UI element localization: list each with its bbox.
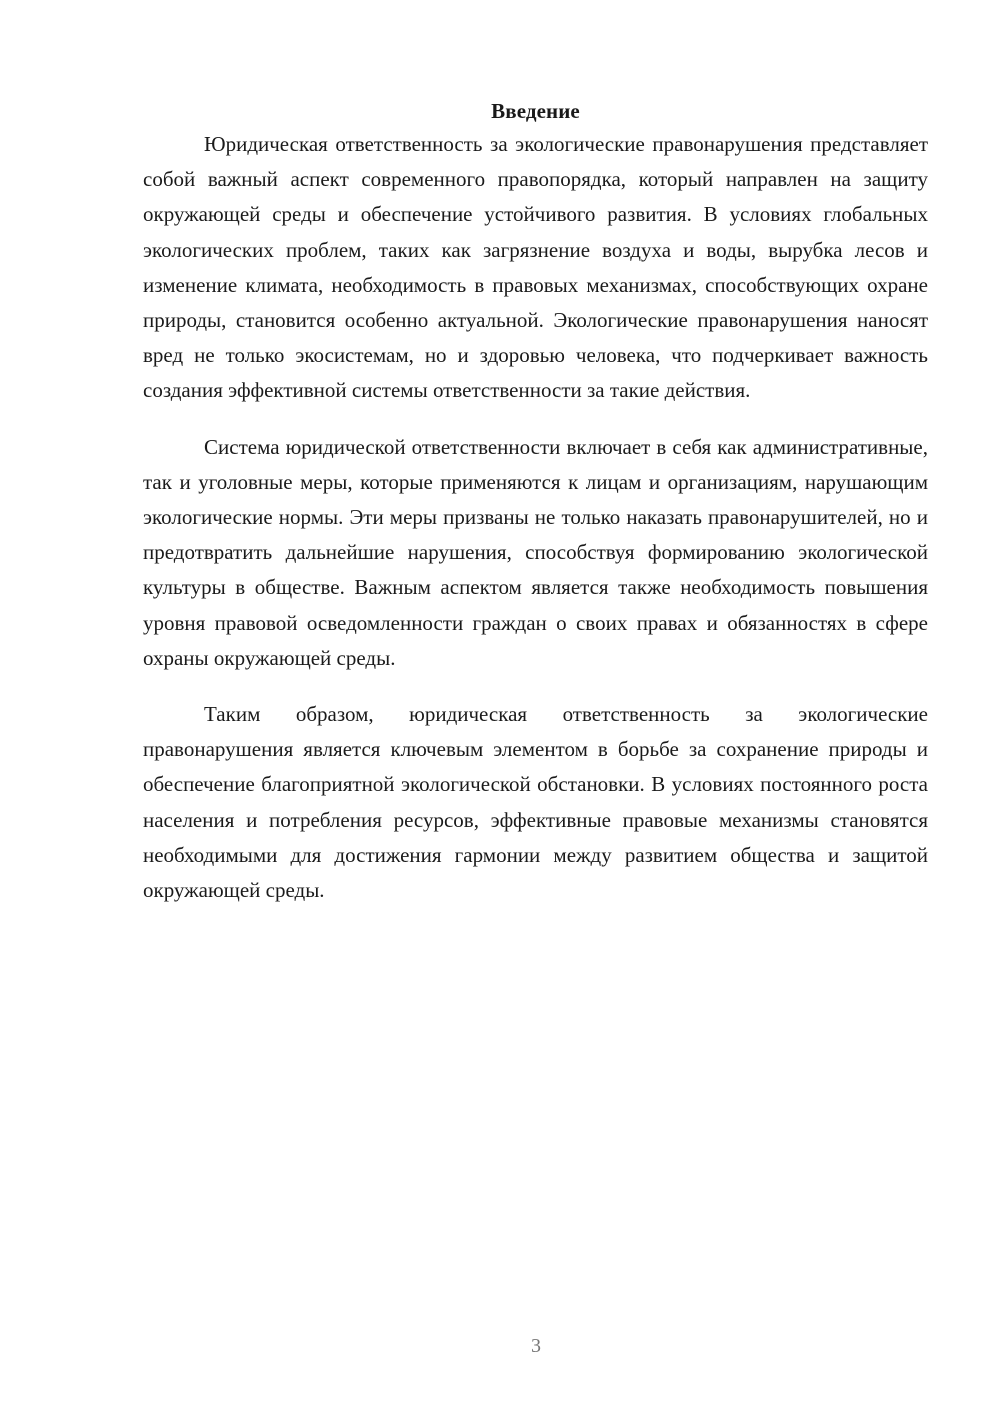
paragraph-1: Юридическая ответственность за экологические правонарушения представляет собой важный аспект современного правопорядка, который направлен на защиту окружающей среды и обеспечение устойчивого развития. В условиях глобальных экологических проблем, таких как загрязнение воздуха и воды, вырубка лесов и изменение климата, необходимость в правовых механизмах, способствующих охране природы, становится особенно актуальной. Экологические правонарушения наносят вред не только экосистемам, но и здоровью человека, что подчеркивает важность создания эффективной системы ответственности за такие действия. [143, 132, 928, 403]
section-title: Введение [491, 99, 580, 123]
paragraph-2: Система юридической ответственности включает в себя как административные, так и уголовные меры, которые применяются к лицам и организациям, нарушающим экологические нормы. Эти меры призваны не только наказать правонарушителей, но и предотвратить дальнейшие нарушения, способствуя формированию экологической культуры в обществе. Важным аспектом является также необходимость повышения уровня правовой осведомленности граждан о своих правах и обязанностях в сфере охраны окружающей среды. [143, 434, 928, 670]
page-number: 3 [531, 1335, 541, 1357]
page-content [143, 96, 928, 908]
paragraph-3: Таким образом, юридическая ответственность за экологические правонарушения является ключевым элементом в борьбе за сохранение природы и обеспечение благоприятной экологической обстановки. В условиях постоянного роста населения и потребления ресурсов, эффективные правовые механизмы становятся необходимыми для достижения гармонии между развитием общества и защитой окружающей среды. [143, 702, 928, 903]
